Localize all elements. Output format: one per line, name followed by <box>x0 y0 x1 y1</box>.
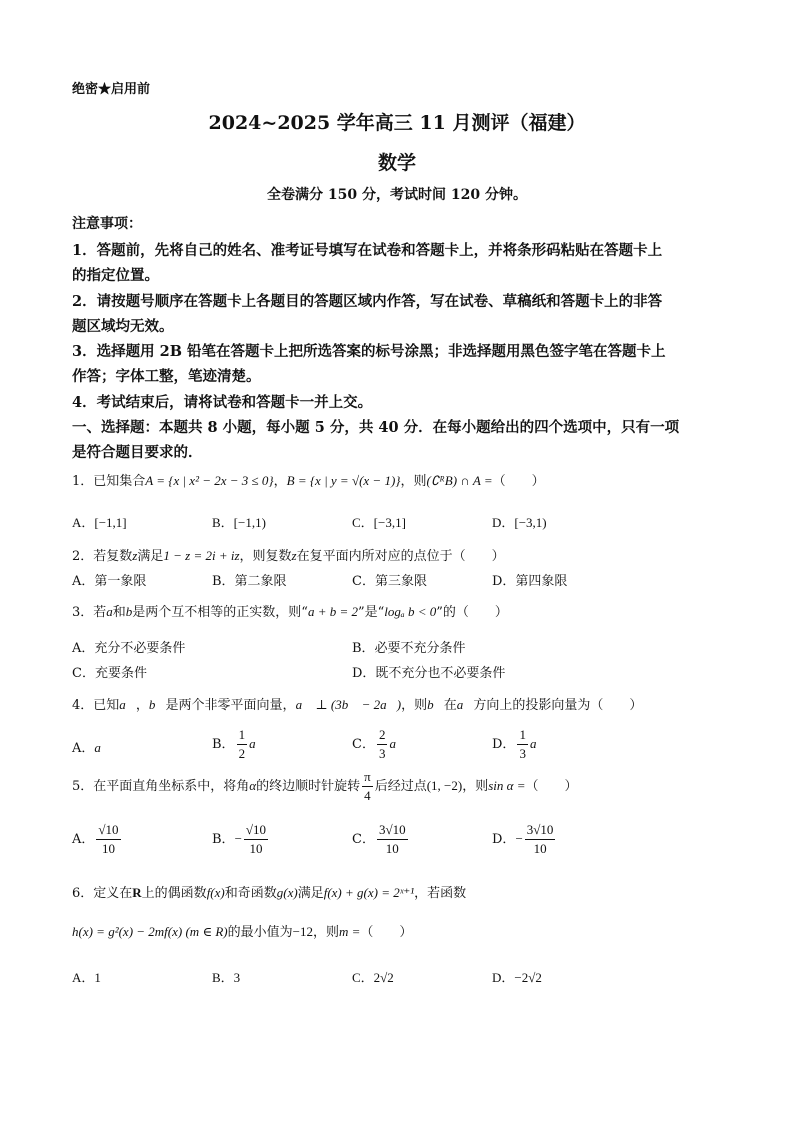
question-1 <box>72 470 545 489</box>
q3-option-c: C．充要条件 <box>72 666 147 681</box>
minus-sign: − <box>515 831 523 846</box>
vector-symbol: a⃗ <box>389 736 407 751</box>
fraction <box>517 726 528 763</box>
q5-point: (1, −2) <box>426 778 463 793</box>
q6-option-a: A．1 <box>72 970 101 985</box>
denominator: 10 <box>101 841 115 856</box>
q4-option-a <box>72 737 111 756</box>
q4-vector: b⃗ <box>148 697 166 712</box>
fraction <box>244 821 268 858</box>
q6-option-d: D．−2√2 <box>492 970 542 985</box>
q3-option-d: D．既不充分也不必要条件 <box>352 666 506 681</box>
q3-text: ”的（ ） <box>436 605 508 620</box>
q3-text: 3．若 <box>72 605 107 620</box>
exam-title: 2024~2025 学年高三 11 月测评（福建） <box>208 112 586 134</box>
score-time-line: 全卷满分 150 分，考试时间 120 分钟。 <box>267 187 527 203</box>
q1-mid: ，则 <box>400 474 427 489</box>
q2-option-a: A．第一象限 <box>72 574 147 589</box>
option-label: D． <box>492 832 516 847</box>
numerator: π <box>362 768 373 787</box>
denominator: 10 <box>249 841 263 856</box>
numerator: 1 <box>237 726 248 745</box>
denominator: 2 <box>238 746 246 761</box>
q4-vector: b⃗ <box>427 697 444 712</box>
q3-text: ”是“ <box>358 605 385 620</box>
note-line: 3．选择题用 2B 铅笔在答题卡上把所选答案的标号涂黑；非选择题用黑色签字笔在答题卡上 <box>72 343 666 360</box>
notes-heading: 注意事项： <box>72 216 142 232</box>
q1-sep: ， <box>273 474 287 489</box>
q1-option-a: A．[−1,1] <box>72 515 127 530</box>
q4-opt-a-value: a⃗ <box>94 740 112 755</box>
q6-text: ，则 <box>312 925 339 940</box>
q2-equation: 1 − z = 2i + iz <box>163 548 240 563</box>
q4-text: ，则 <box>401 698 428 713</box>
numerator: √10 <box>244 821 268 840</box>
q1-prefix: 1．已知集合 <box>72 474 146 489</box>
option-label: D． <box>492 737 516 752</box>
denominator: 3 <box>378 746 386 761</box>
q4-condition: a⃗ ⊥ (3b⃗ − 2a⃗) <box>295 697 402 712</box>
fraction <box>96 821 120 858</box>
note-line: 的指定位置。 <box>72 267 159 284</box>
numerator: √10 <box>96 821 120 840</box>
vector-symbol: a⃗ <box>249 736 266 751</box>
q5-text: ，则 <box>462 779 489 794</box>
q2-var: z <box>291 548 297 563</box>
note-line: 作答；字体工整，笔迹清楚。 <box>72 368 261 385</box>
q5-rotation-fraction <box>362 768 373 805</box>
q6-text: 的最小值为 <box>227 925 293 940</box>
q1-option-d: D．[−3,1) <box>492 515 547 530</box>
question-6-cont <box>72 921 412 940</box>
q3-cond-2: logₐ b < 0 <box>384 604 437 619</box>
option-label: B． <box>212 832 235 847</box>
q6-tail: （ ） <box>360 925 413 940</box>
q5-text: 5．在平面直角坐标系中，将角 <box>72 779 250 794</box>
numerator: 3√10 <box>377 821 408 840</box>
q1-expr: (∁ᴿB) ∩ A = <box>426 473 493 488</box>
q2-option-b: B．第二象限 <box>212 574 287 589</box>
option-label: A． <box>72 832 95 847</box>
q1-option-b: B．[−1,1) <box>212 515 266 530</box>
q4-text: 方向上的投影向量为（ ） <box>473 698 643 713</box>
q4-option-b <box>212 726 266 763</box>
question-2 <box>72 545 505 564</box>
minus-sign: − <box>234 831 242 846</box>
numerator: 2 <box>377 726 388 745</box>
fraction <box>377 726 388 763</box>
q6-text: ，若函数 <box>414 886 467 901</box>
q6-text: 6．定义在 <box>72 886 133 901</box>
q5-option-c <box>352 821 410 858</box>
q6-option-b: B．3 <box>212 970 241 985</box>
denominator: 4 <box>364 788 371 803</box>
q3-option-a: A．充分不必要条件 <box>72 641 186 656</box>
q4-text: 是两个非零平面向量， <box>165 698 296 713</box>
q6-text: 满足 <box>297 886 324 901</box>
q3-var: a <box>106 604 113 619</box>
q2-text: 满足 <box>137 549 164 564</box>
q5-option-b <box>212 821 270 858</box>
q2-text: 2．若复数 <box>72 549 133 564</box>
q1-option-c: C．[−3,1] <box>352 515 406 530</box>
q2-var: z <box>132 548 138 563</box>
q6-equation: f(x) + g(x) = 2ˣ⁺¹ <box>323 885 415 900</box>
q1-tail: （ ） <box>492 474 545 489</box>
option-label: A． <box>72 741 95 756</box>
fraction <box>237 726 248 763</box>
q3-var: b <box>125 604 133 619</box>
q6-text: 和奇函数 <box>224 886 277 901</box>
subject-title: 数学 <box>377 152 416 174</box>
numerator: 3√10 <box>525 821 556 840</box>
fraction <box>525 821 556 858</box>
q4-option-c <box>352 726 406 763</box>
fraction <box>377 821 408 858</box>
q4-text: 4．已知 <box>72 698 120 713</box>
q2-option-d: D．第四象限 <box>492 574 568 589</box>
note-line: 4．考试结束后，请将试卷和答题卡一并上交。 <box>72 394 373 411</box>
q3-text: 是两个互不相等的正实数，则“ <box>132 605 308 620</box>
note-line: 题区域均无效。 <box>72 318 174 335</box>
denominator: 10 <box>385 841 399 856</box>
q5-text: 的终边顺时针旋转 <box>256 779 361 794</box>
q3-option-b: B．必要不充分条件 <box>352 641 466 656</box>
q5-option-d <box>492 821 557 858</box>
question-3 <box>72 601 508 620</box>
vector-symbol: a⃗ <box>529 736 547 751</box>
section-heading: 一、选择题：本题共 8 小题，每小题 5 分，共 40 分．在每小题给出的四个选项中，只有一项 <box>72 419 680 436</box>
section-heading-cont: 是符合题目要求的． <box>72 444 203 461</box>
note-line: 1．答题前，先将自己的姓名、准考证号填写在试卷和答题卡上，并将条形码粘贴在答题卡上 <box>72 242 663 259</box>
q4-text: 在 <box>443 698 457 713</box>
q4-option-d <box>492 726 547 763</box>
q6-text: 上的偶函数 <box>141 886 207 901</box>
q3-text: 和 <box>112 605 126 620</box>
denominator: 10 <box>533 841 547 856</box>
q6-option-c: C．2√2 <box>352 970 394 985</box>
question-6 <box>72 882 466 901</box>
q4-vector: a⃗ <box>456 697 474 712</box>
q3-cond-1: a + b = 2 <box>307 604 358 619</box>
q5-text: 后经过点 <box>374 779 427 794</box>
numerator: 1 <box>517 726 528 745</box>
secret-label: 绝密★启用前 <box>72 82 151 97</box>
q5-option-a <box>72 821 123 858</box>
option-label: C． <box>352 737 375 752</box>
q5-expr: sin α = <box>488 778 526 793</box>
question-5 <box>72 768 578 805</box>
option-label: C． <box>352 832 375 847</box>
q6-func-h: h(x) = g²(x) − 2mf(x) (m ∈ R) <box>72 924 228 939</box>
q4-vector: a⃗ <box>119 697 136 712</box>
question-4 <box>72 694 642 713</box>
option-label: B． <box>212 737 235 752</box>
q6-min-value: −12 <box>292 924 313 939</box>
denominator: 3 <box>519 746 526 761</box>
q5-tail: （ ） <box>525 779 578 794</box>
q2-text: 在复平面内所对应的点位于（ ） <box>296 549 505 564</box>
q2-option-c: C．第三象限 <box>352 574 427 589</box>
q5-var: α <box>249 778 257 793</box>
q4-text: ， <box>135 698 149 713</box>
q1-set-a: A = {x | x² − 2x − 3 ≤ 0} <box>145 473 274 488</box>
q6-var-m: m = <box>338 924 361 939</box>
q1-set-b: B = {x | y = √(x − 1)} <box>286 473 401 488</box>
q6-func-g: g(x) <box>276 885 298 900</box>
note-line: 2．请按题号顺序在答题卡上各题目的答题区域内作答，写在试卷、草稿纸和答题卡上的非答 <box>72 293 663 310</box>
q6-reals: R <box>132 885 142 900</box>
q6-func-f: f(x) <box>206 885 225 900</box>
q2-text: ，则复数 <box>239 549 292 564</box>
